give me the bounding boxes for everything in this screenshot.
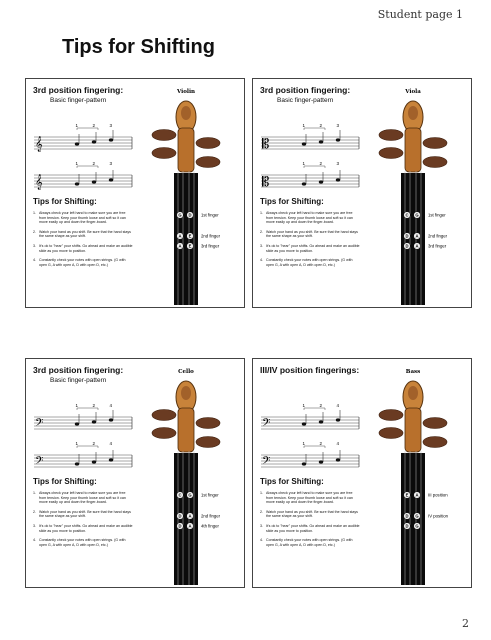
tip-item <box>260 524 360 533</box>
pegbox <box>178 128 194 172</box>
page-title: Tips for Shifting <box>62 36 215 58</box>
tip-item <box>260 244 360 253</box>
tip-text: It's ok to "hear" your shifts. Go ahead and make an audible slide as you move to position. <box>39 523 133 533</box>
tips-list <box>33 491 133 552</box>
finger-number: 3 <box>109 161 113 166</box>
notation-staves <box>259 109 364 199</box>
instrument-label: Violin <box>176 89 196 95</box>
finger-dot-note: D <box>188 212 192 218</box>
finger-dot-note: A <box>188 523 192 529</box>
tip-number: 3. <box>33 243 36 248</box>
finger-dot-note: G <box>188 492 192 498</box>
instrument-label: Cello <box>178 369 194 375</box>
instrument-diagram <box>134 83 238 305</box>
tip-number: 2. <box>260 229 263 234</box>
note-head <box>319 460 323 463</box>
tip-text: Watch your hand as you shift. Be sure that the hand stays the same shape as your shift. <box>39 509 131 519</box>
tips-heading: Tips for Shifting: <box>260 477 324 486</box>
clef-symbol: 𝄢 <box>262 455 271 470</box>
tip-text: Constantly check your notes with open strings. (G with open G, A with open A, D with open D, etc.) <box>39 258 126 267</box>
tip-text: Always check your left hand to make sure you are free from tension. Keep your thumb loose and soft so it can move easily up and down the finger-board. <box>266 211 353 225</box>
tip-number: 2. <box>33 509 36 514</box>
finger-dot-note: G <box>415 513 419 519</box>
pegbox <box>178 408 194 452</box>
tip-number: 3. <box>33 523 36 528</box>
note-head <box>92 140 96 143</box>
finger-dot-note: D <box>405 243 409 249</box>
finger-dot-note: E <box>188 233 192 239</box>
note-head <box>75 462 79 465</box>
finger-number: 1 <box>302 161 306 166</box>
tip-text: It's ok to "hear" your shifts. Go ahead and make an audible slide as you move to position. <box>39 243 133 253</box>
scroll-curl <box>408 386 418 400</box>
pegbox <box>405 128 421 172</box>
note-head <box>109 138 113 141</box>
instrument-label: Bass <box>405 369 421 375</box>
note-head <box>319 140 323 143</box>
finger-number: 1 <box>75 441 79 446</box>
tuning-peg <box>379 410 403 421</box>
tips-heading: Tips for Shifting: <box>33 477 97 486</box>
tips-heading: Tips for Shifting: <box>260 197 324 206</box>
finger-dot-note: E <box>405 492 409 498</box>
finger-label: 2nd finger <box>201 233 221 239</box>
tuning-peg <box>423 418 447 429</box>
finger-number: 1 <box>75 161 79 166</box>
fingerboard <box>174 453 198 585</box>
finger-label: III position <box>428 492 448 498</box>
tuning-peg <box>196 418 220 429</box>
finger-number: 2 <box>319 441 323 446</box>
tip-number: 1. <box>33 211 36 215</box>
tuning-peg <box>379 148 403 159</box>
tip-text: Constantly check your notes with open strings. (G with open G, A with open A, D with open D, etc.) <box>266 538 353 547</box>
note-head <box>336 458 340 461</box>
note-head <box>319 420 323 423</box>
card-subtitle: Basic finger-pattern <box>50 377 107 384</box>
finger-number: 4 <box>109 403 113 408</box>
tips-list <box>260 211 360 272</box>
finger-number: 4 <box>109 441 113 446</box>
finger-dot-note: C <box>178 492 182 498</box>
finger-number: 2 <box>319 123 323 128</box>
tip-item <box>260 538 360 547</box>
tuning-peg <box>423 138 447 149</box>
clef-symbol: 𝄡 <box>262 137 270 152</box>
finger-dot-note: C <box>405 212 409 218</box>
fingerboard <box>401 453 425 585</box>
finger-number: 2 <box>92 123 96 128</box>
note-head <box>302 422 306 425</box>
finger-number: 2 <box>92 403 96 408</box>
finger-number: 1 <box>302 403 306 408</box>
tip-number: 2. <box>33 229 36 234</box>
tips-list <box>33 211 133 272</box>
tip-number: 4. <box>260 258 263 263</box>
finger-label: 2nd finger <box>201 513 221 519</box>
tuning-peg <box>152 130 176 141</box>
tip-text: It's ok to "hear" your shifts. Go ahead and make an audible slide as you move to position. <box>266 243 360 253</box>
tip-text: Watch your hand as you shift. Be sure that the hand stays the same shape as your shift. <box>266 509 358 519</box>
tip-number: 2. <box>260 509 263 514</box>
note-head <box>302 462 306 465</box>
note-head <box>92 420 96 423</box>
tip-item <box>33 510 133 519</box>
finger-number: 3 <box>336 161 340 166</box>
note-head <box>109 178 113 181</box>
finger-number: 3 <box>109 123 113 128</box>
tip-number: 1. <box>260 211 263 215</box>
fingering-card-bass <box>252 358 472 588</box>
tip-number: 4. <box>33 538 36 543</box>
fingerboard <box>174 173 198 305</box>
card-subtitle: Basic finger-pattern <box>50 97 107 104</box>
slur-bracket <box>77 166 98 168</box>
note-head <box>92 460 96 463</box>
tip-item <box>260 230 360 239</box>
note-head <box>109 458 113 461</box>
finger-label: 1st finger <box>201 492 219 498</box>
tip-item <box>33 244 133 253</box>
clef-symbol: 𝄢 <box>35 455 44 470</box>
upper-staff <box>261 403 359 432</box>
fingering-card-violin <box>25 78 245 308</box>
tip-text: Always check your left hand to make sure you are free from tension. Keep your thumb loose and soft so it can move easily up and down the finger-board. <box>266 491 353 505</box>
finger-number: 2 <box>92 161 96 166</box>
scroll-curl <box>181 386 191 400</box>
tip-item <box>33 211 133 225</box>
note-head <box>75 422 79 425</box>
finger-dot-note: D <box>178 523 182 529</box>
tuning-peg <box>423 437 447 448</box>
tip-text: Watch your hand as you shift. Be sure that the hand stays the same shape as your shift. <box>266 229 358 239</box>
finger-dot-note: G <box>178 212 182 218</box>
fingering-card-viola <box>252 78 472 308</box>
slur-bracket <box>304 166 325 168</box>
notation-staves <box>259 389 364 479</box>
tip-number: 1. <box>260 491 263 495</box>
finger-dot-note: G <box>415 212 419 218</box>
lower-staff <box>34 441 132 470</box>
finger-number: 2 <box>319 161 323 166</box>
fingerboard <box>401 173 425 305</box>
lower-staff <box>261 441 359 470</box>
scroll-curl <box>181 106 191 120</box>
finger-dot-note: A <box>415 233 419 239</box>
clef-symbol: 𝄞 <box>35 175 43 190</box>
finger-dot-note: A <box>188 513 192 519</box>
note-head <box>319 180 323 183</box>
slur-bracket <box>304 408 325 410</box>
tip-text: It's ok to "hear" your shifts. Go ahead and make an audible slide as you move to position. <box>266 523 360 533</box>
finger-label: 1st finger <box>428 212 446 218</box>
tuning-peg <box>423 157 447 168</box>
finger-dot-note: A <box>415 243 419 249</box>
finger-label: 1st finger <box>201 212 219 218</box>
instrument-diagram <box>134 363 238 585</box>
instrument-diagram <box>361 83 465 305</box>
finger-dot-note: D <box>405 523 409 529</box>
finger-number: 1 <box>75 123 79 128</box>
clef-symbol: 𝄢 <box>35 417 44 432</box>
note-head <box>302 142 306 145</box>
notation-staves <box>32 109 137 199</box>
finger-number: 1 <box>302 123 306 128</box>
tuning-peg <box>196 138 220 149</box>
clef-symbol: 𝄢 <box>262 417 271 432</box>
tip-number: 4. <box>33 258 36 263</box>
finger-number: 1 <box>302 441 306 446</box>
slur-bracket <box>77 128 98 130</box>
finger-label: 2nd finger <box>428 233 448 239</box>
finger-dot-note: D <box>405 233 409 239</box>
scroll-curl <box>408 106 418 120</box>
finger-number: 4 <box>336 441 340 446</box>
slur-bracket <box>304 128 325 130</box>
finger-dot-note: A <box>178 233 182 239</box>
tip-item <box>33 524 133 533</box>
note-head <box>75 142 79 145</box>
finger-number: 3 <box>336 123 340 128</box>
tip-item <box>33 258 133 267</box>
finger-dot-note: D <box>178 513 182 519</box>
finger-label: 3rd finger <box>428 243 447 249</box>
finger-number: 2 <box>92 441 96 446</box>
finger-label: 4th finger <box>201 523 219 529</box>
page-number: 2 <box>462 617 469 630</box>
tip-item <box>260 491 360 505</box>
note-head <box>109 418 113 421</box>
finger-dot-note: A <box>415 492 419 498</box>
instrument-label: Viola <box>405 89 421 95</box>
tip-item <box>33 538 133 547</box>
tip-text: Always check your left hand to make sure you are free from tension. Keep your thumb loose and soft so it can move easily up and down the finger-board. <box>39 211 126 225</box>
tuning-peg <box>196 157 220 168</box>
note-head <box>92 180 96 183</box>
finger-dot-note: G <box>415 523 419 529</box>
tip-item <box>33 230 133 239</box>
slur-bracket <box>304 446 325 448</box>
tips-heading: Tips for Shifting: <box>33 197 97 206</box>
lower-staff <box>261 161 359 190</box>
note-head <box>75 182 79 185</box>
tip-number: 3. <box>260 243 263 248</box>
note-head <box>336 178 340 181</box>
tips-list <box>260 491 360 552</box>
card-subtitle: Basic finger-pattern <box>277 97 334 104</box>
finger-dot-note: A <box>178 243 182 249</box>
tuning-peg <box>379 428 403 439</box>
finger-number: 1 <box>75 403 79 408</box>
finger-dot-note: E <box>188 243 192 249</box>
notation-staves <box>32 389 137 479</box>
tuning-peg <box>152 148 176 159</box>
clef-symbol: 𝄞 <box>35 137 43 152</box>
tip-item <box>260 258 360 267</box>
slur-bracket <box>77 446 98 448</box>
finger-number: 2 <box>319 403 323 408</box>
card-title: 3rd position fingering: <box>33 365 124 375</box>
card-title: III/IV position fingerings: <box>260 365 360 375</box>
tuning-peg <box>152 410 176 421</box>
finger-dot-note: D <box>405 513 409 519</box>
tuning-peg <box>196 437 220 448</box>
card-title: 3rd position fingering: <box>33 85 124 95</box>
tip-number: 3. <box>260 523 263 528</box>
upper-staff <box>261 123 359 152</box>
tip-number: 4. <box>260 538 263 543</box>
tip-item <box>260 211 360 225</box>
tuning-peg <box>379 130 403 141</box>
tip-item <box>260 510 360 519</box>
upper-staff <box>34 123 132 152</box>
tip-text: Constantly check your notes with open strings. (G with open G, A with open A, D with open D, etc.) <box>39 538 126 547</box>
tip-text: Constantly check your notes with open strings. (G with open G, A with open A, D with open D, etc.) <box>266 258 353 267</box>
note-head <box>336 418 340 421</box>
card-title: 3rd position fingering: <box>260 85 351 95</box>
fingering-card-cello <box>25 358 245 588</box>
tip-item <box>33 491 133 505</box>
tip-text: Watch your hand as you shift. Be sure that the hand stays the same shape as your shift. <box>39 229 131 239</box>
instrument-diagram <box>361 363 465 585</box>
tip-number: 1. <box>33 491 36 495</box>
page-header-label: Student page 1 <box>377 8 463 21</box>
lower-staff <box>34 161 132 190</box>
finger-number: 4 <box>336 403 340 408</box>
note-head <box>336 138 340 141</box>
finger-label: IV position <box>428 513 449 519</box>
slur-bracket <box>77 408 98 410</box>
tuning-peg <box>152 428 176 439</box>
pegbox <box>405 408 421 452</box>
tip-text: Always check your left hand to make sure you are free from tension. Keep your thumb loose and soft so it can move easily up and down the finger-board. <box>39 491 126 505</box>
clef-symbol: 𝄡 <box>262 175 270 190</box>
note-head <box>302 182 306 185</box>
upper-staff <box>34 403 132 432</box>
finger-label: 3rd finger <box>201 243 220 249</box>
